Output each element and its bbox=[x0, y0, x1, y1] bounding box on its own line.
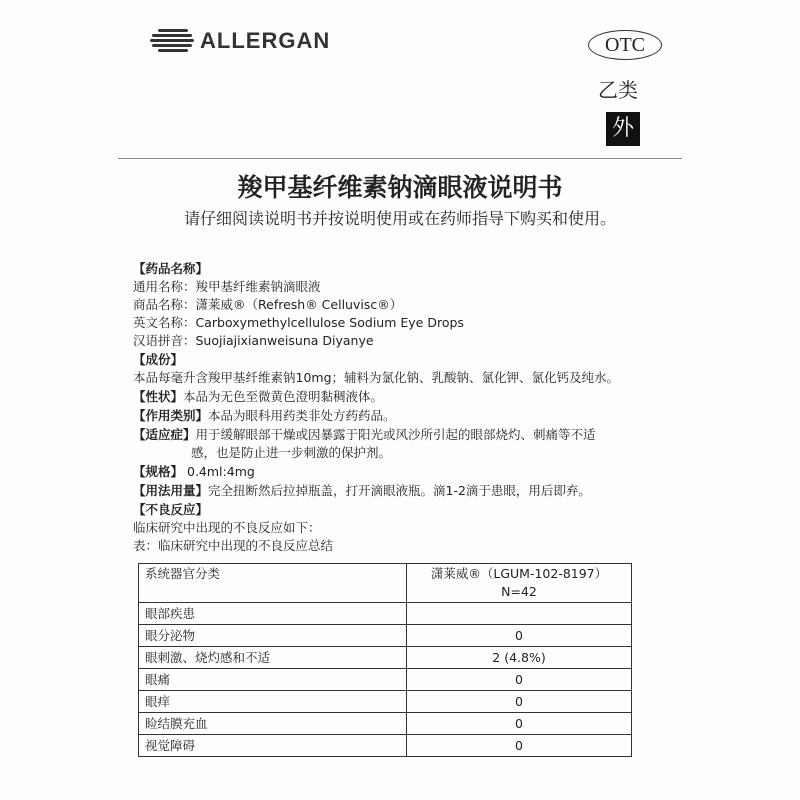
table-cell: 眼痛 bbox=[139, 669, 407, 691]
table-row bbox=[139, 735, 632, 757]
document-body bbox=[133, 260, 693, 757]
table-cell bbox=[407, 603, 632, 625]
table-cell: 眼刺激、烧灼感和不适 bbox=[139, 647, 407, 669]
allergan-logo-icon bbox=[150, 28, 194, 54]
header-cell bbox=[407, 564, 632, 603]
document-subtitle: 请仔细阅读说明书并按说明使用或在药师指导下购买和使用。 bbox=[183, 209, 616, 228]
section-heading: 【药品名称】 bbox=[133, 261, 209, 276]
divider bbox=[118, 158, 682, 159]
section-line bbox=[133, 407, 693, 425]
external-use-badge: 外 bbox=[606, 112, 640, 146]
header-text: 潇莱威®（LGUM-102-8197） bbox=[430, 566, 608, 581]
table-cell: 0 bbox=[407, 691, 632, 713]
table-cell: 睑结膜充血 bbox=[139, 713, 407, 735]
text-line: 临床研究中出现的不良反应如下： bbox=[133, 520, 321, 535]
text-line: 感，也是防止进一步刺激的保护剂。 bbox=[191, 445, 392, 460]
document-title: 羧甲基纤维素钠滴眼液说明书 bbox=[237, 173, 563, 202]
table-header-row bbox=[139, 564, 632, 603]
text-line: 完全扭断然后拉掉瓶盖，打开滴眼液瓶。滴1-2滴于患眼，用后即弃。 bbox=[208, 483, 591, 498]
table-cell: 0 bbox=[407, 669, 632, 691]
table-cell: 0 bbox=[407, 625, 632, 647]
section-heading: 【作用类别】 bbox=[133, 408, 209, 423]
section-line bbox=[133, 463, 693, 481]
section-heading: 【用法用量】 bbox=[133, 483, 209, 498]
section-line bbox=[133, 426, 693, 444]
text-line: 本品为眼科用药类非处方药药品。 bbox=[208, 408, 396, 423]
table-row bbox=[139, 603, 632, 625]
text-line: 英文名称：Carboxymethylcellulose Sodium Eye Drops bbox=[133, 315, 464, 330]
table-row bbox=[139, 691, 632, 713]
table-row bbox=[139, 625, 632, 647]
table-row bbox=[139, 647, 632, 669]
table-row bbox=[139, 669, 632, 691]
section-heading: 【性状】 bbox=[133, 389, 184, 404]
header-cell: 系统器官分类 bbox=[139, 564, 407, 603]
section-line bbox=[133, 482, 693, 500]
table-cell: 眼分泌物 bbox=[139, 625, 407, 647]
section-heading: 【成份】 bbox=[133, 352, 184, 367]
text-line: 通用名称：羧甲基纤维素钠滴眼液 bbox=[133, 279, 321, 294]
text-line: 汉语拼音：Suojiajixianweisuna Diyanye bbox=[133, 333, 374, 348]
text-line: 商品名称：潇莱威®（Refresh® Celluvisc®） bbox=[133, 297, 403, 312]
table-cell: 2 (4.8%) bbox=[407, 647, 632, 669]
text-line: 表：临床研究中出现的不良反应总结 bbox=[133, 538, 334, 553]
section-heading: 【适应症】 bbox=[133, 427, 196, 442]
class-badge: 乙类 bbox=[598, 78, 638, 102]
table-cell: 眼痒 bbox=[139, 691, 407, 713]
section-heading: 【规格】 bbox=[133, 464, 184, 479]
section-heading: 【不良反应】 bbox=[133, 502, 209, 517]
table-row bbox=[139, 713, 632, 735]
table-cell: 眼部疾患 bbox=[139, 603, 407, 625]
brand-name: ALLERGAN bbox=[200, 28, 331, 53]
text-line: 用于缓解眼部干燥或因暴露于阳光或风沙所引起的眼部烧灼、刺痛等不适 bbox=[195, 427, 596, 442]
table-cell: 视觉障碍 bbox=[139, 735, 407, 757]
text-line: 本品每毫升含羧甲基纤维素钠10mg；辅料为氯化钠、乳酸钠、氯化钾、氯化钙及纯水。 bbox=[133, 370, 620, 385]
otc-badge: OTC bbox=[588, 30, 662, 60]
text-line: 0.4ml:4mg bbox=[187, 464, 255, 479]
header-text: N=42 bbox=[501, 584, 537, 599]
table-cell: 0 bbox=[407, 735, 632, 757]
brand-logo bbox=[150, 28, 330, 54]
section-line bbox=[133, 388, 693, 406]
text-line: 本品为无色至微黄色澄明黏稠液体。 bbox=[183, 389, 384, 404]
table-cell: 0 bbox=[407, 713, 632, 735]
adverse-reaction-table bbox=[138, 563, 632, 757]
